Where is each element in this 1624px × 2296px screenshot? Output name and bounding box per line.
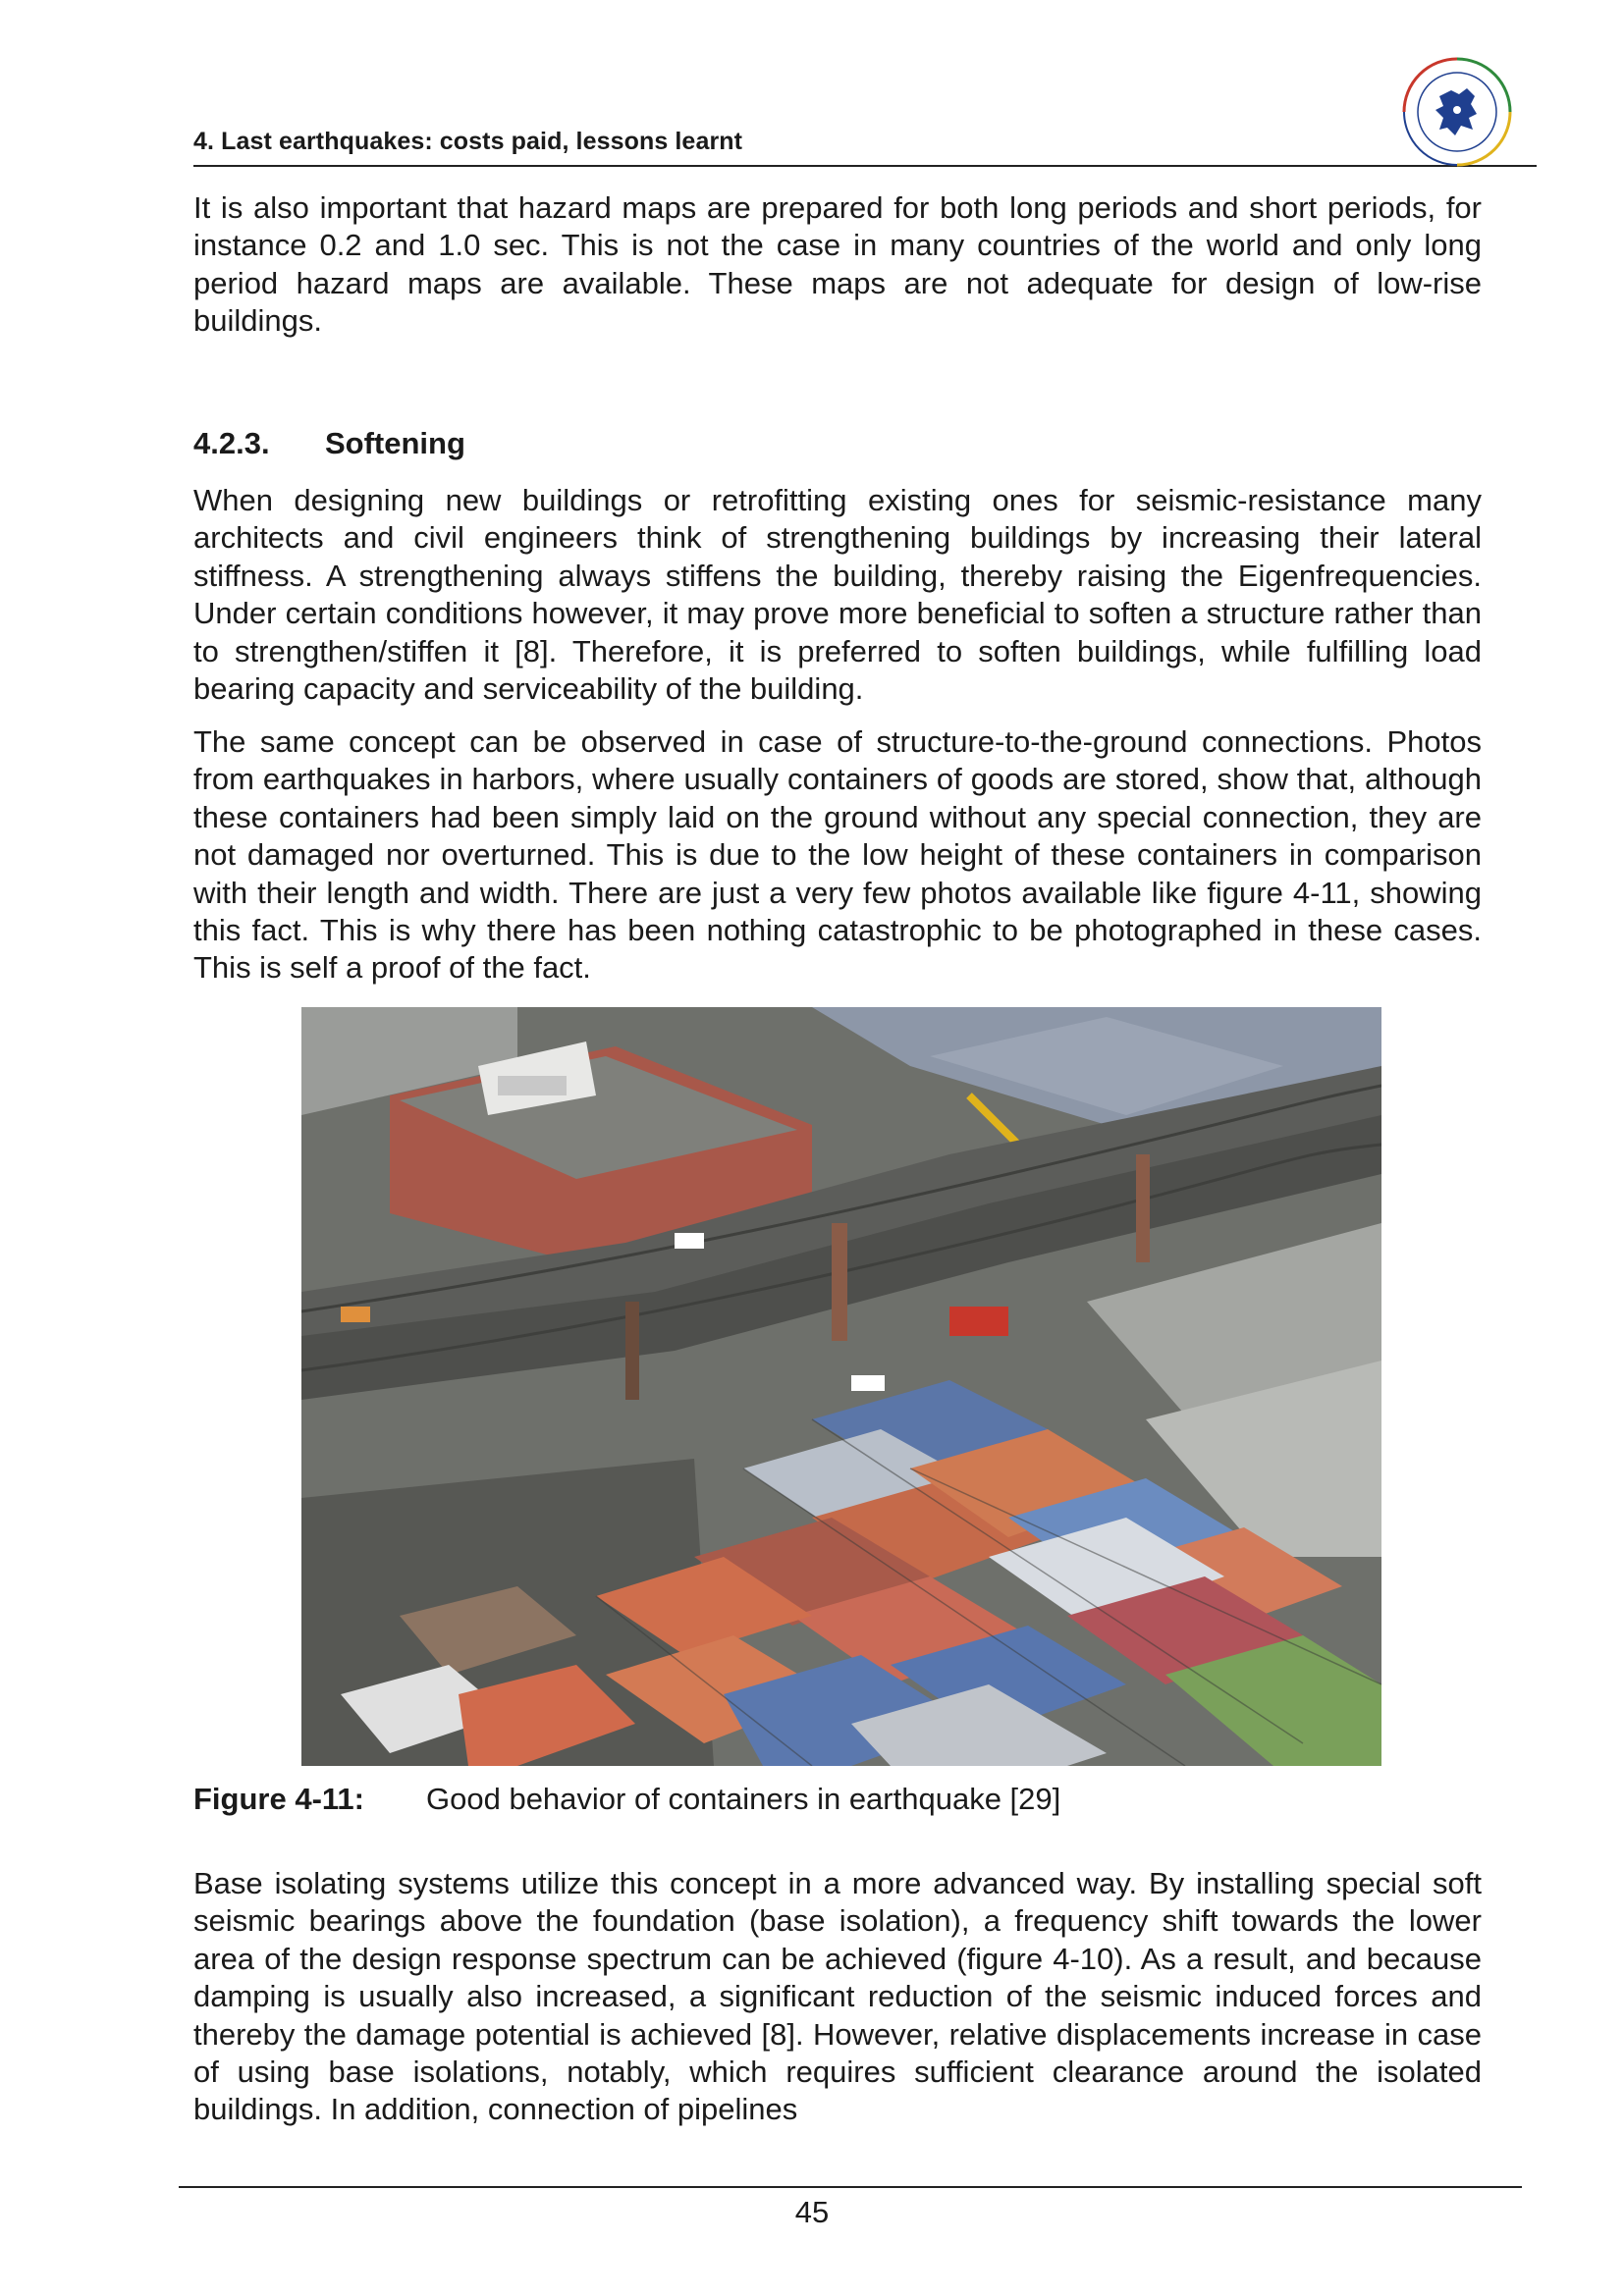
containers-paragraph: The same concept can be observed in case of structure-to-the-ground connections. Photos from earthquakes in harbors, where usually containers of goods are stored, show that, although these containers had been simply laid on the ground without any special connection, they are not damaged nor overturned. This is due to the low height of these containers in comparison with their length and width. There are just a very few photos available like figure 4-11, showing this fact. This is why there has been nothing catastrophic to be photographed in these cases. This is self a proof of the fact. bbox=[193, 724, 1482, 986]
university-seal-icon bbox=[1402, 57, 1512, 167]
page-number: 45 bbox=[794, 2195, 830, 2229]
figure-photo bbox=[301, 1007, 1381, 1766]
section-heading bbox=[193, 425, 465, 462]
header-rule bbox=[193, 165, 1537, 167]
running-header-title: 4. Last earthquakes: costs paid, lessons learnt bbox=[193, 128, 743, 155]
base-isolation-paragraph: Base isolating systems utilize this concept in a more advanced way. By installing special soft seismic bearings above the foundation (base isolation), a frequency shift towards the lower area of the design response spectrum can be achieved (figure 4-10). As a result, and because damping is usually also increased, a significant reduction of the seismic induced forces and thereby the damage potential is achieved [8]. However, relative displacements increase in case of using base isolations, notably, which requires sufficient clearance around the isolated buildings. In addition, connection of pipelines bbox=[193, 1866, 1482, 2127]
section-title: Softening bbox=[325, 426, 465, 460]
figure-label: Figure 4-11: bbox=[193, 1782, 364, 1816]
hazard-maps-paragraph: It is also important that hazard maps are prepared for both long periods and short periods, for instance 0.2 and 1.0 sec. This is not the case in many countries of the world and only long period hazard maps are available. These maps are not adequate for design of low-rise buildings. bbox=[193, 190, 1482, 339]
figure-caption bbox=[193, 1781, 1060, 1818]
footer-rule bbox=[179, 2186, 1522, 2188]
figure-caption-text: Good behavior of containers in earthquake [29] bbox=[426, 1782, 1061, 1816]
section-number: 4.2.3. bbox=[193, 426, 270, 460]
softening-paragraph: When designing new buildings or retrofitting existing ones for seismic-resistance many architects and civil engineers think of strengthening buildings by increasing their lateral stiffness. A strengthening always stiffens the building, thereby raising the Eigenfrequencies. Under certain conditions however, it may prove more beneficial to soften a structure rather than to strengthen/stiffen it [8]. Therefore, it is preferred to soften buildings, while fulfilling load bearing capacity and serviceability of the building. bbox=[193, 483, 1482, 707]
